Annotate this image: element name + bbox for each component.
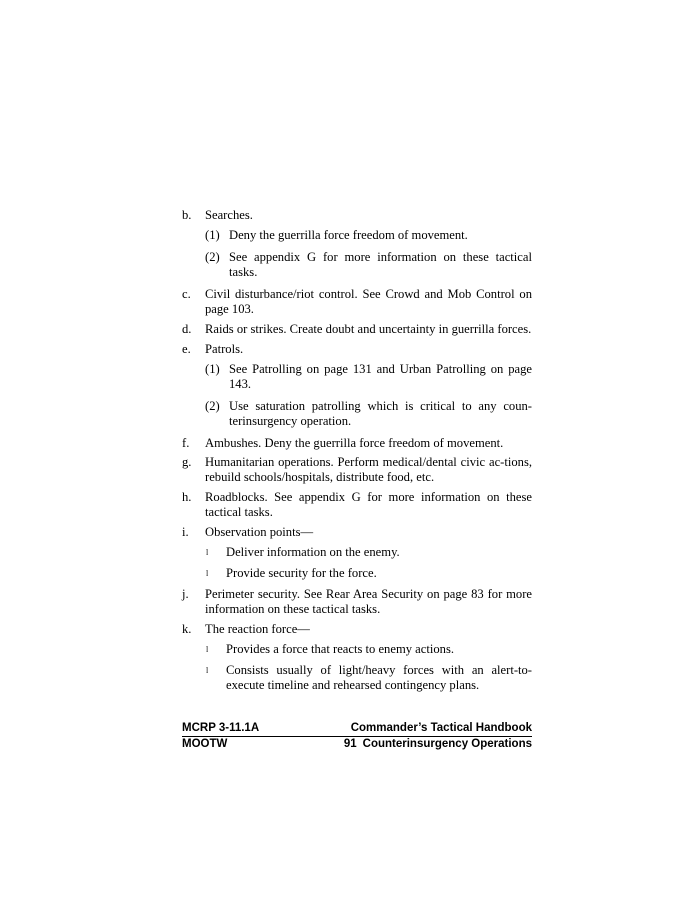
item-label: e. (182, 342, 191, 356)
item-label: h. (182, 490, 192, 504)
item-text: Ambushes. Deny the guerrilla force freedom of movement. (205, 436, 504, 450)
list-item-i (182, 525, 532, 540)
list-item-c (182, 287, 532, 317)
item-text: The reaction force— (205, 622, 310, 636)
item-label: f. (182, 436, 190, 450)
sub-text: See Patrolling on page 131 and Urban Patrolling on page 143. (229, 362, 532, 391)
bullet-text: Provides a force that reacts to enemy actions. (226, 642, 455, 656)
page-number: 91 (343, 738, 357, 750)
sub-item (205, 362, 532, 392)
sub-item (205, 399, 532, 429)
item-label: c. (182, 287, 191, 301)
item-label: k. (182, 622, 192, 636)
bullet-text: Consists usually of light/heavy forces with an alert-to-execute timeline and rehearsed contingency plans. (226, 663, 532, 692)
item-label: d. (182, 322, 192, 336)
item-text: Raids or strikes. Create doubt and uncertainty in guerrilla forces. (205, 322, 532, 336)
list-item-f (182, 436, 532, 451)
handbook-title: Commander’s Tactical Handbook (350, 722, 532, 734)
item-text: Roadblocks. See appendix G for more information on these tactical tasks. (205, 490, 532, 519)
item-label: i. (182, 525, 189, 539)
item-text: Perimeter security. See Rear Area Security on page 83 for more information on these tactical tasks. (205, 587, 532, 616)
bullet-text: Provide security for the force. (226, 566, 377, 580)
publication-number: MCRP 3-11.1A (182, 722, 260, 734)
bullet-icon: l (206, 666, 209, 675)
page-body (182, 208, 532, 699)
item-text: Civil disturbance/riot control. See Crowd and Mob Control on page 103. (205, 287, 532, 316)
bullet-icon: l (206, 645, 209, 654)
bullet-item (205, 663, 532, 693)
sub-text: See appendix G for more information on these tactical tasks. (229, 250, 532, 279)
item-text: Humanitarian operations. Perform medical/dental civic ac-tions, rebuild schools/hospitals, distribute food, etc. (205, 455, 532, 484)
page-footer (182, 722, 532, 751)
item-label: j. (182, 587, 189, 601)
item-text: Searches. (205, 208, 253, 222)
sub-label: (1) (205, 228, 220, 242)
item-label: g. (182, 455, 192, 469)
sub-label: (2) (205, 250, 220, 264)
bullet-icon: l (206, 548, 209, 557)
list-item-g (182, 455, 532, 485)
list-item-b (182, 208, 532, 223)
bullet-item (205, 642, 532, 657)
list-item-d (182, 322, 532, 337)
sub-item (205, 250, 532, 280)
bullet-item (205, 566, 532, 581)
list-item-h (182, 490, 532, 520)
chapter-name: MOOTW (182, 738, 228, 750)
list-item-e (182, 342, 532, 357)
list-item-j (182, 587, 532, 617)
sub-label: (2) (205, 399, 220, 413)
sub-item (205, 228, 532, 243)
item-text: Patrols. (205, 342, 244, 356)
sub-text: Use saturation patrolling which is critical to any coun-terinsurgency operation. (229, 399, 532, 428)
sub-label: (1) (205, 362, 220, 376)
bullet-text: Deliver information on the enemy. (226, 545, 400, 559)
list-item-k (182, 622, 532, 637)
item-label: b. (182, 208, 192, 222)
bullet-item (205, 545, 532, 560)
bullet-icon: l (206, 569, 209, 578)
section-title: Counterinsurgency Operations (362, 738, 532, 750)
sub-text: Deny the guerrilla force freedom of movement. (229, 228, 468, 242)
item-text: Observation points— (205, 525, 314, 539)
